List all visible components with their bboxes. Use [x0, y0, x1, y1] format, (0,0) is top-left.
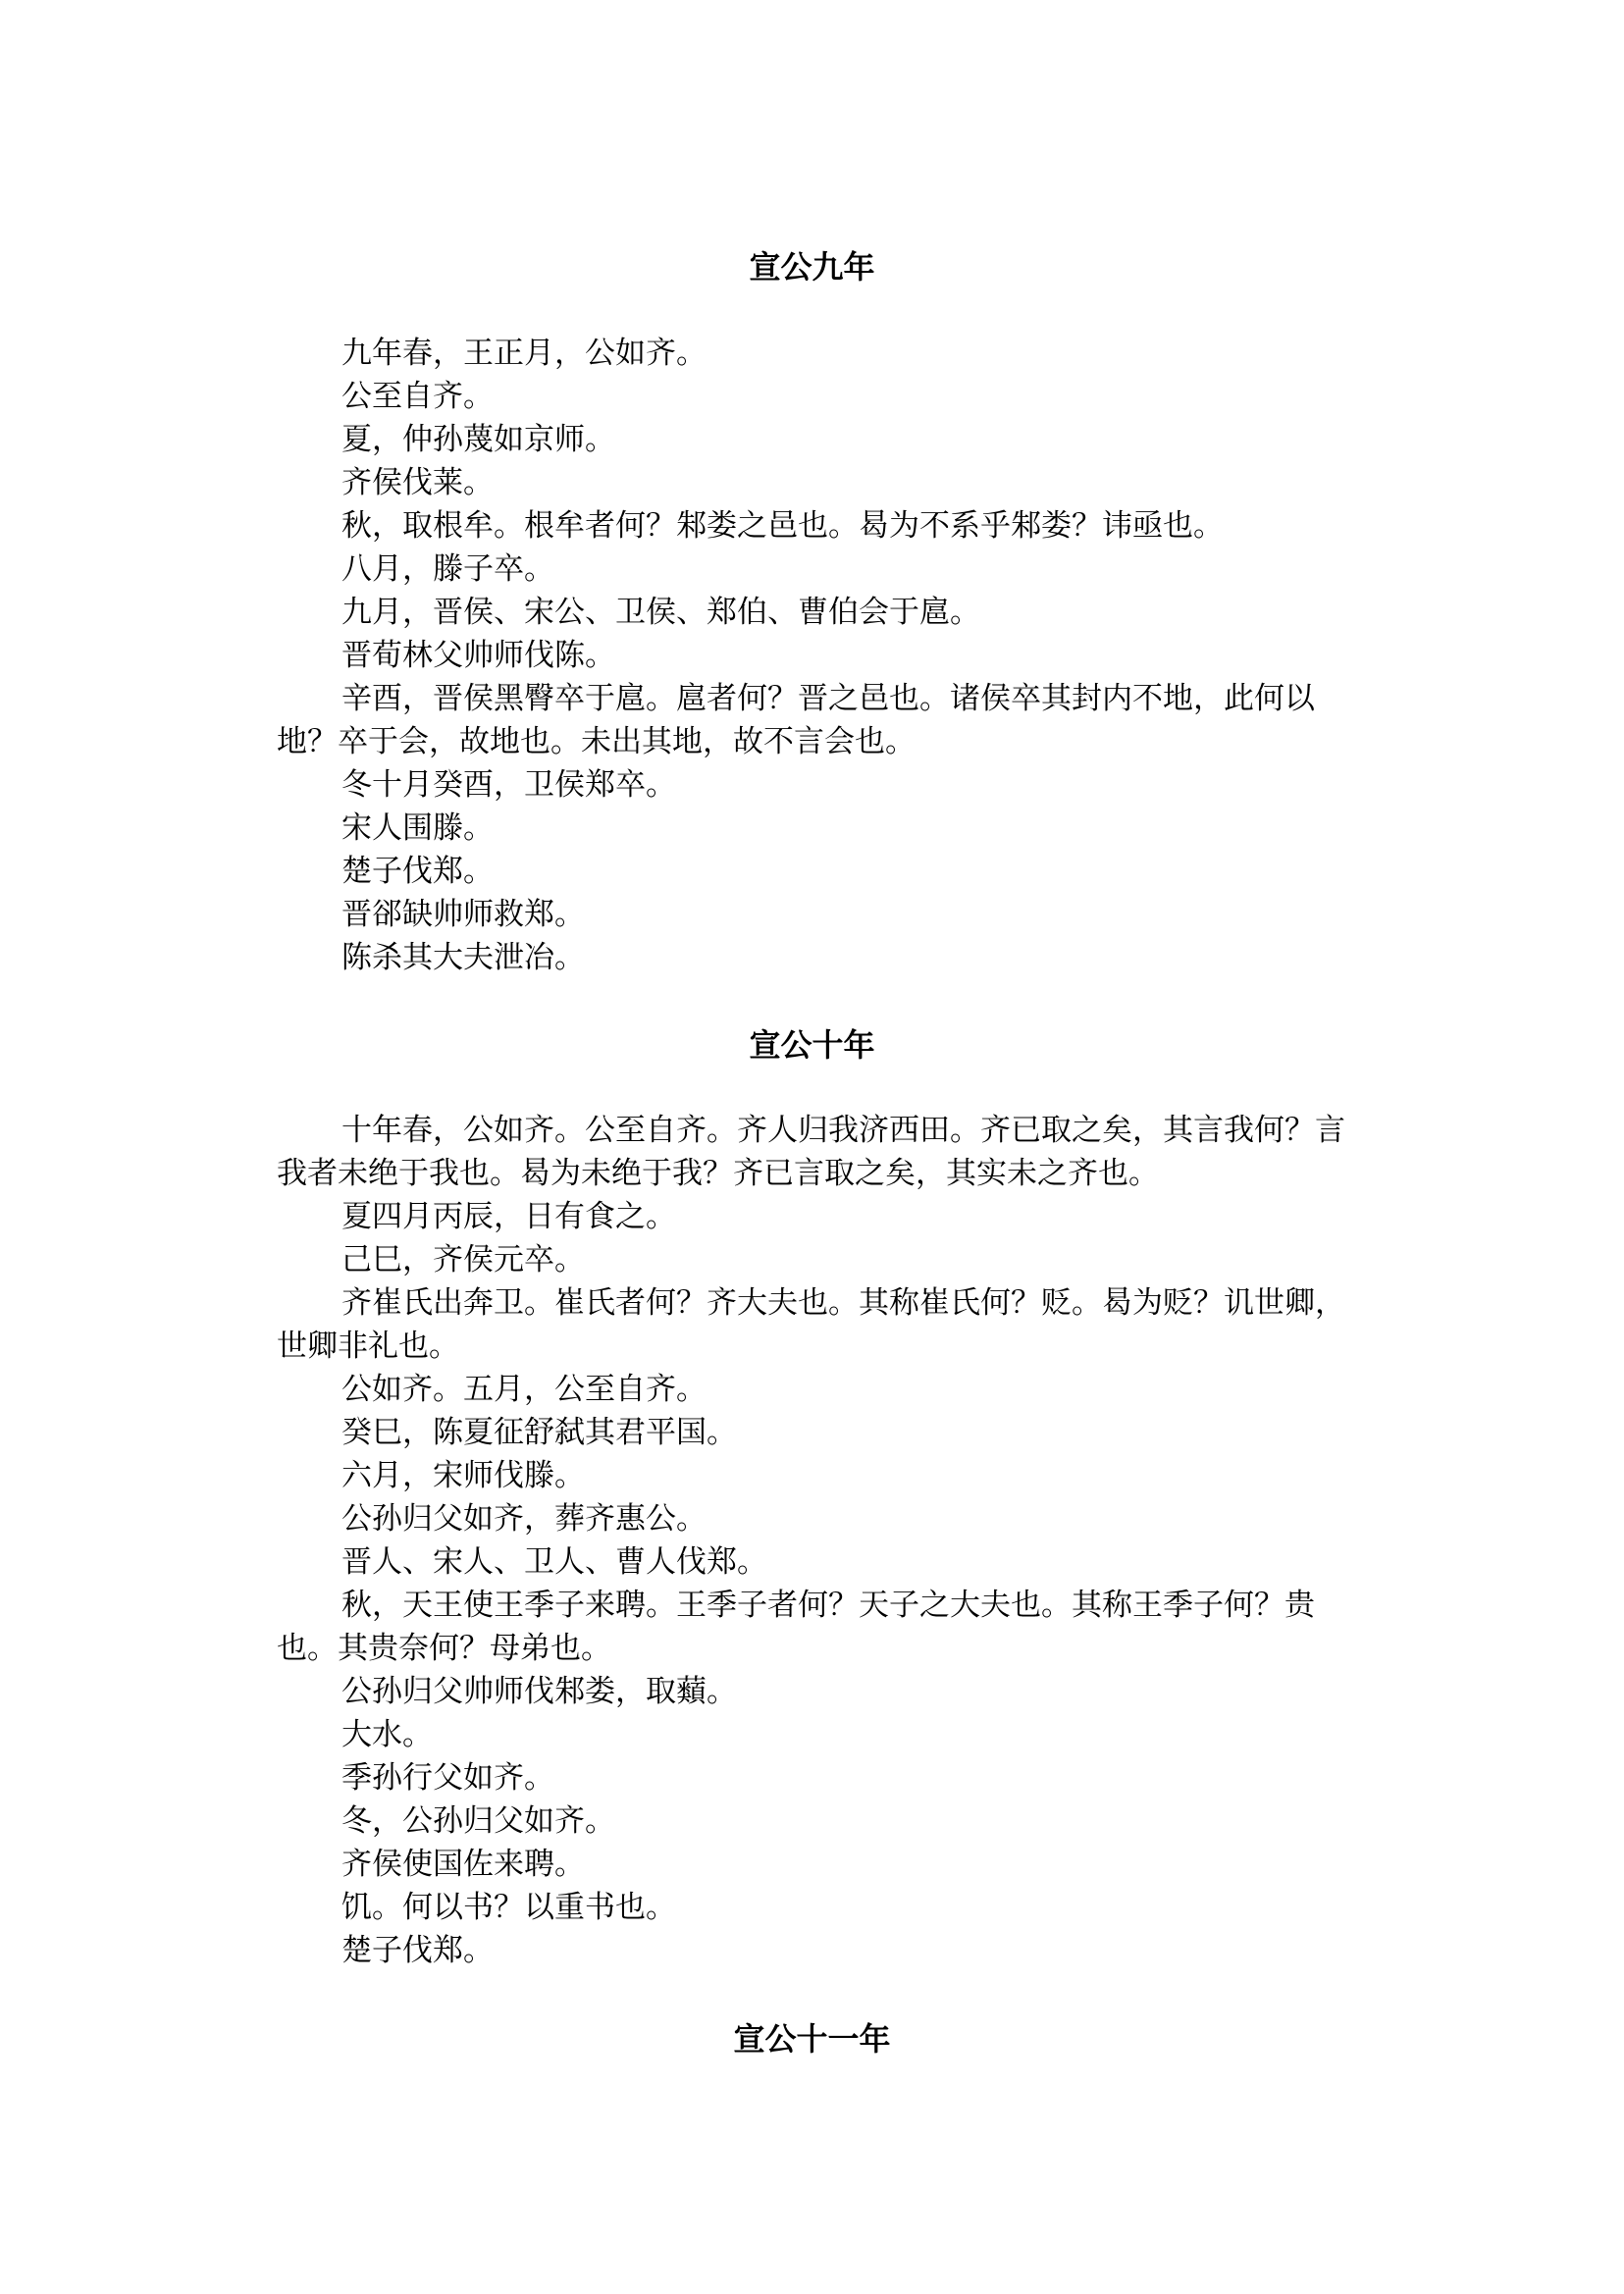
paragraph: 公如齐。五月，公至自齐。 [341, 1372, 707, 1407]
paragraph: 夏四月丙辰，日有食之。 [341, 1199, 676, 1234]
paragraph: 辛酉，晋侯黑臀卒于扈。扈者何？晋之邑也。诸侯卒其封内不地，此何以地？卒于会，故地也。未出其地，故不言会也。 [277, 681, 1315, 759]
paragraph: 陈杀其大夫泄冶。 [341, 940, 585, 975]
paragraph: 冬十月癸酉，卫侯郑卒。 [341, 767, 676, 803]
paragraph: 癸巳，陈夏征舒弑其君平国。 [341, 1415, 737, 1450]
paragraph: 秋，取根牟。根牟者何？邾娄之邑也。曷为不系乎邾娄？讳亟也。 [341, 508, 1224, 544]
paragraph: 九月，晋侯、宋公、卫侯、郑伯、曹伯会于扈。 [341, 595, 980, 630]
section-body-xuangong-9 [277, 332, 1366, 979]
paragraph: 饥。何以书？以重书也。 [341, 1890, 676, 1925]
paragraph: 齐崔氏出奔卫。崔氏者何？齐大夫也。其称崔氏何？贬。曷为贬？讥世卿，世卿非礼也。 [277, 1285, 1345, 1364]
paragraph: 六月，宋师伐滕。 [341, 1458, 585, 1493]
paragraph: 大水。 [341, 1717, 433, 1752]
section-body-xuangong-10 [277, 1109, 1366, 1972]
section-title-xuangong-9: 宣公九年 [749, 248, 875, 286]
paragraph: 公孙归父帅师伐邾娄，取蘱。 [341, 1674, 737, 1709]
paragraph: 十年春，公如齐。公至自齐。齐人归我济西田。齐已取之矣，其言我何？言我者未绝于我也。曷为未绝于我？齐已言取之矣，其实未之齐也。 [277, 1113, 1345, 1191]
paragraph: 楚子伐郑。 [341, 1933, 494, 1968]
paragraph: 公至自齐。 [341, 379, 494, 414]
paragraph: 公孙归父如齐，葬齐惠公。 [341, 1501, 707, 1537]
section-title-xuangong-11: 宣公十一年 [733, 2020, 891, 2058]
paragraph: 己巳，齐侯元卒。 [341, 1242, 585, 1277]
paragraph: 齐侯伐莱。 [341, 465, 494, 500]
paragraph: 八月，滕子卒。 [341, 551, 554, 587]
paragraph: 九年春，王正月，公如齐。 [341, 336, 707, 371]
section-title-xuangong-10: 宣公十年 [749, 1026, 875, 1064]
paragraph: 楚子伐郑。 [341, 854, 494, 889]
paragraph: 秋，天王使王季子来聘。王季子者何？天子之大夫也。其称王季子何？贵也。其贵奈何？母弟也。 [277, 1588, 1315, 1666]
paragraph: 晋荀林父帅师伐陈。 [341, 638, 615, 673]
paragraph: 宋人围滕。 [341, 810, 494, 846]
paragraph: 季孙行父如齐。 [341, 1760, 554, 1796]
paragraph: 晋郤缺帅师救郑。 [341, 897, 585, 932]
paragraph: 齐侯使国佐来聘。 [341, 1847, 585, 1882]
paragraph: 晋人、宋人、卫人、曹人伐郑。 [341, 1544, 767, 1580]
paragraph: 冬，公孙归父如齐。 [341, 1803, 615, 1839]
paragraph: 夏，仲孙蔑如京师。 [341, 422, 615, 457]
